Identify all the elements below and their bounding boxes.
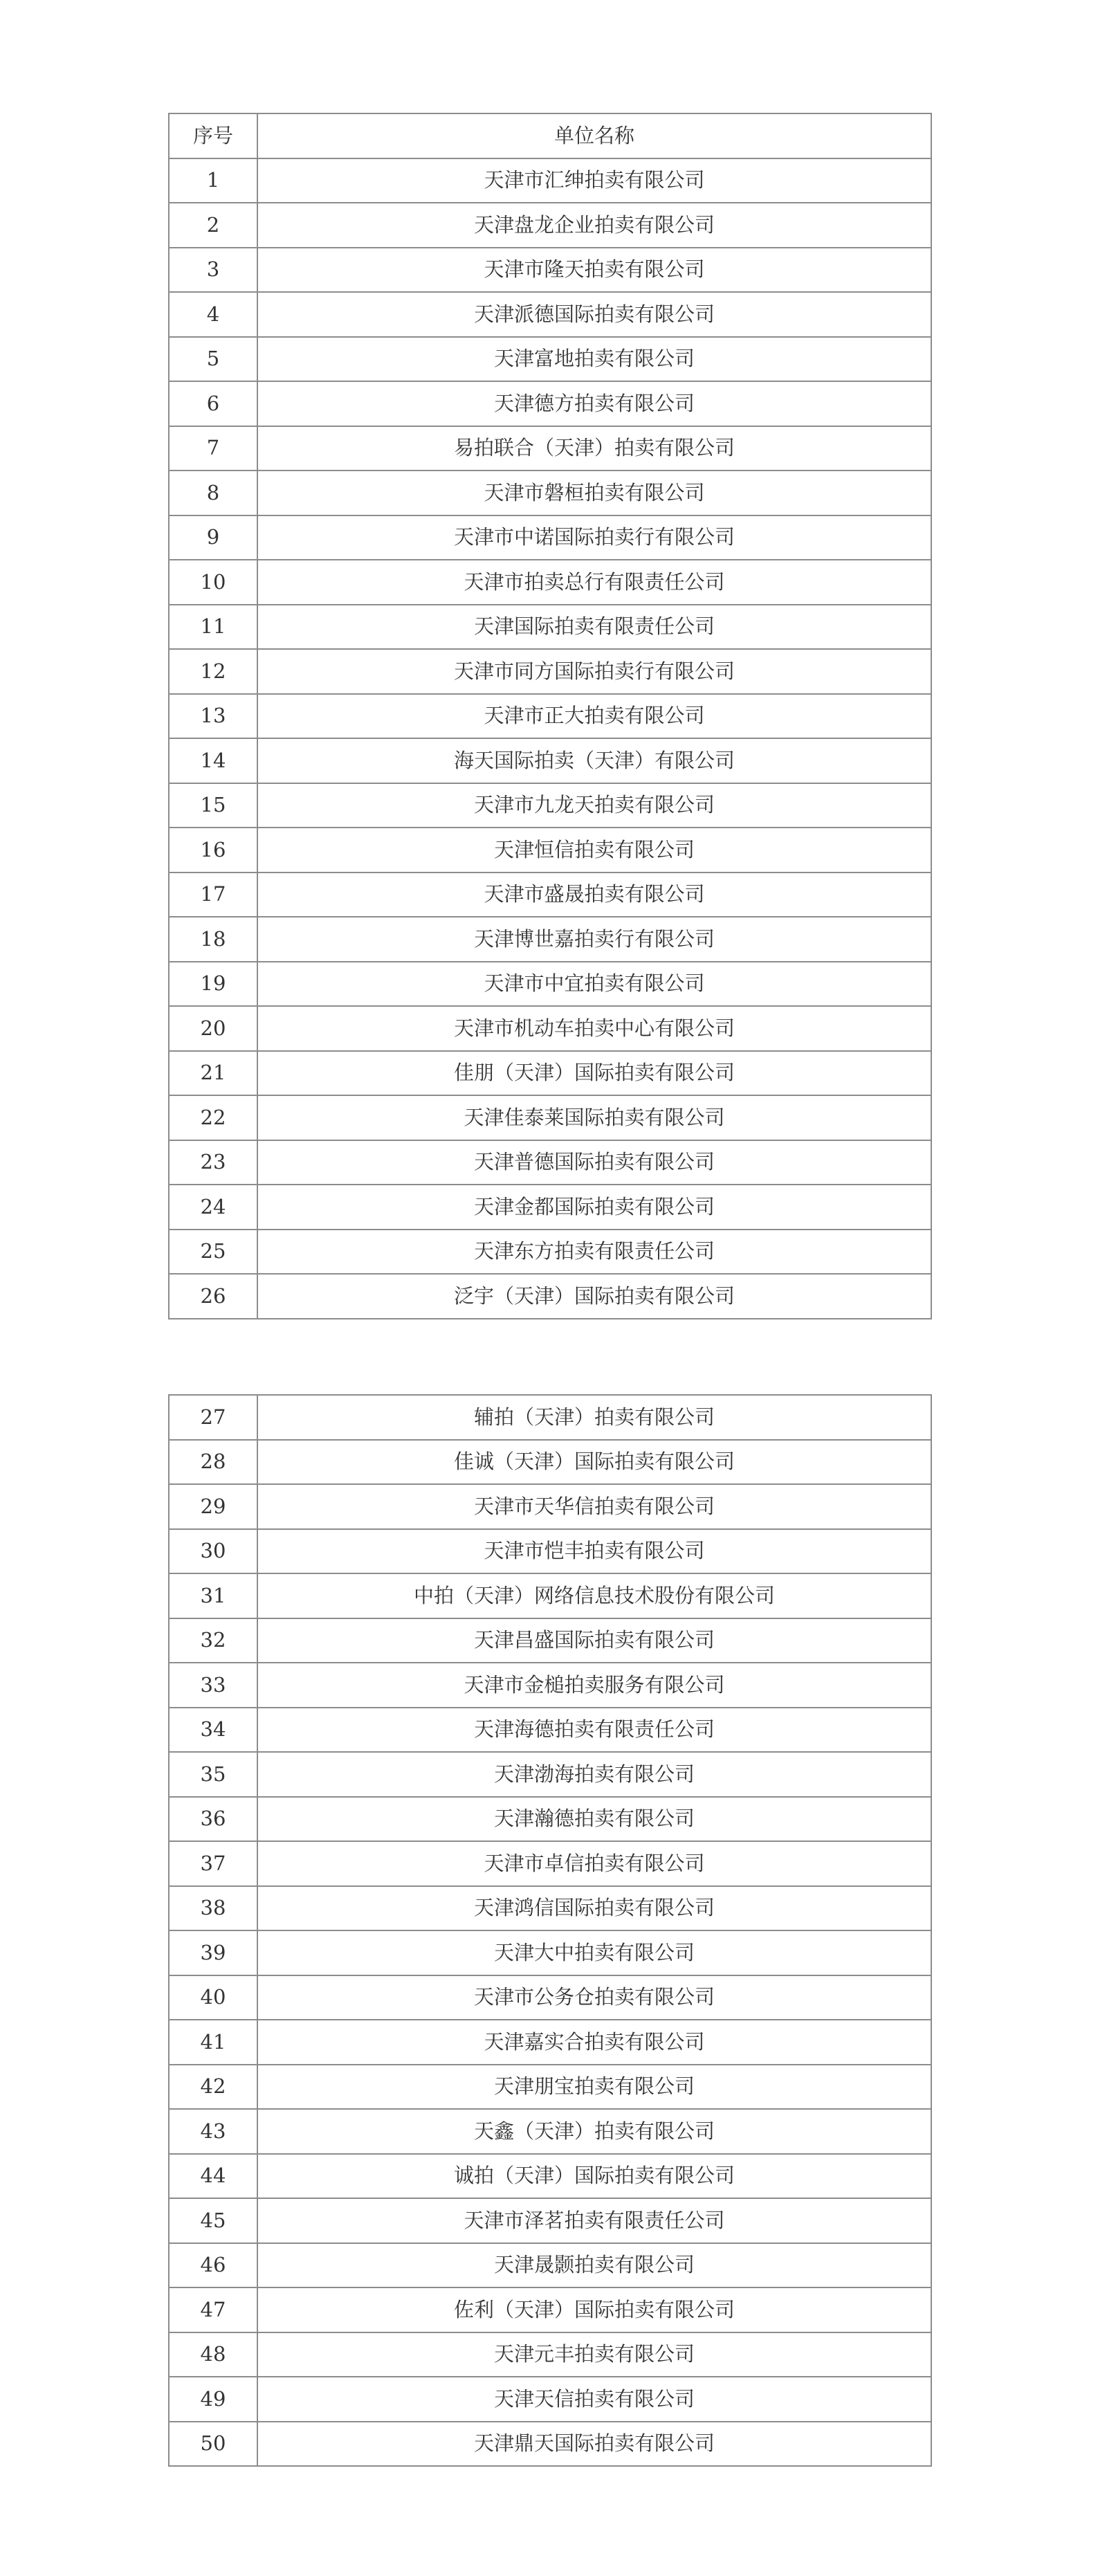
- row-index: 20: [169, 1006, 257, 1051]
- row-company-name: 天津市盛晟拍卖有限公司: [257, 873, 931, 917]
- row-index: 23: [169, 1140, 257, 1185]
- table-row: [169, 1797, 931, 1842]
- row-index: 40: [169, 1975, 257, 2020]
- row-company-name: 天津恒信拍卖有限公司: [257, 828, 931, 873]
- row-company-name: 佐利（天津）国际拍卖有限公司: [257, 2287, 931, 2332]
- row-company-name: 天津佳泰莱国际拍卖有限公司: [257, 1095, 931, 1140]
- row-index: 32: [169, 1618, 257, 1663]
- row-company-name: 天津市公务仓拍卖有限公司: [257, 1975, 931, 2020]
- row-index: 5: [169, 337, 257, 382]
- row-index: 42: [169, 2065, 257, 2110]
- auction-company-table-part-1: [168, 113, 932, 1319]
- row-company-name: 天津朋宝拍卖有限公司: [257, 2065, 931, 2110]
- row-index: 38: [169, 1886, 257, 1931]
- row-index: 15: [169, 783, 257, 828]
- table-row: [169, 1095, 931, 1140]
- table-row: [169, 694, 931, 739]
- row-index: 27: [169, 1395, 257, 1440]
- table-row: [169, 1230, 931, 1275]
- row-index: 14: [169, 738, 257, 783]
- row-index: 11: [169, 605, 257, 650]
- row-company-name: 辅拍（天津）拍卖有限公司: [257, 1395, 931, 1440]
- table-row: [169, 1930, 931, 1975]
- row-company-name: 中拍（天津）网络信息技术股份有限公司: [257, 1573, 931, 1618]
- header-company-name: 单位名称: [257, 113, 931, 158]
- table-row: [169, 1618, 931, 1663]
- row-company-name: 诚拍（天津）国际拍卖有限公司: [257, 2154, 931, 2199]
- row-index: 33: [169, 1663, 257, 1708]
- table-row: [169, 1886, 931, 1931]
- row-company-name: 天津晟颢拍卖有限公司: [257, 2243, 931, 2288]
- table-row: [169, 248, 931, 293]
- table-row: [169, 1573, 931, 1618]
- table-row: [169, 1140, 931, 1185]
- row-index: 7: [169, 426, 257, 471]
- table-row: [169, 560, 931, 605]
- row-company-name: 天津市中宜拍卖有限公司: [257, 962, 931, 1007]
- table-row: [169, 1484, 931, 1529]
- table-row: [169, 1975, 931, 2020]
- table-row: [169, 1752, 931, 1797]
- row-index: 25: [169, 1230, 257, 1275]
- table-row: [169, 2065, 931, 2110]
- table-row: [169, 2020, 931, 2065]
- row-company-name: 海天国际拍卖（天津）有限公司: [257, 738, 931, 783]
- row-company-name: 天津市中诺国际拍卖行有限公司: [257, 515, 931, 560]
- row-index: 16: [169, 828, 257, 873]
- table-row: [169, 1274, 931, 1319]
- table-row: [169, 1841, 931, 1886]
- row-index: 4: [169, 292, 257, 337]
- row-index: 9: [169, 515, 257, 560]
- row-index: 29: [169, 1484, 257, 1529]
- row-company-name: 天津富地拍卖有限公司: [257, 337, 931, 382]
- table-row: [169, 2198, 931, 2243]
- row-company-name: 佳诚（天津）国际拍卖有限公司: [257, 1440, 931, 1485]
- row-company-name: 天津市汇绅拍卖有限公司: [257, 158, 931, 203]
- table-row: [169, 1663, 931, 1708]
- row-company-name: 天津鼎天国际拍卖有限公司: [257, 2422, 931, 2467]
- table-row: [169, 873, 931, 917]
- table-row: [169, 2377, 931, 2422]
- table-row: [169, 2154, 931, 2199]
- auction-company-table-part-2: [168, 1394, 932, 2467]
- table-row: [169, 337, 931, 382]
- table-row: [169, 1006, 931, 1051]
- table-row: [169, 783, 931, 828]
- row-company-name: 易拍联合（天津）拍卖有限公司: [257, 426, 931, 471]
- row-index: 24: [169, 1185, 257, 1230]
- table-row: [169, 605, 931, 650]
- row-index: 47: [169, 2287, 257, 2332]
- row-index: 49: [169, 2377, 257, 2422]
- row-company-name: 天津市卓信拍卖有限公司: [257, 1841, 931, 1886]
- row-company-name: 天津博世嘉拍卖行有限公司: [257, 917, 931, 962]
- row-index: 36: [169, 1797, 257, 1842]
- row-index: 2: [169, 203, 257, 248]
- row-index: 45: [169, 2198, 257, 2243]
- row-company-name: 天津渤海拍卖有限公司: [257, 1752, 931, 1797]
- row-index: 8: [169, 471, 257, 515]
- row-index: 6: [169, 381, 257, 426]
- row-company-name: 天津国际拍卖有限责任公司: [257, 605, 931, 650]
- row-index: 41: [169, 2020, 257, 2065]
- table-row: [169, 292, 931, 337]
- header-index: 序号: [169, 113, 257, 158]
- table-row: [169, 2243, 931, 2288]
- row-company-name: 天津市机动车拍卖中心有限公司: [257, 1006, 931, 1051]
- table-row: [169, 917, 931, 962]
- table-row: [169, 2287, 931, 2332]
- row-index: 19: [169, 962, 257, 1007]
- row-index: 31: [169, 1573, 257, 1618]
- row-company-name: 天津市同方国际拍卖行有限公司: [257, 649, 931, 694]
- row-index: 28: [169, 1440, 257, 1485]
- row-company-name: 天津德方拍卖有限公司: [257, 381, 931, 426]
- table-row: [169, 2109, 931, 2154]
- row-index: 12: [169, 649, 257, 694]
- table-row: [169, 381, 931, 426]
- row-company-name: 天津市恺丰拍卖有限公司: [257, 1529, 931, 1574]
- row-company-name: 天津大中拍卖有限公司: [257, 1930, 931, 1975]
- row-index: 21: [169, 1051, 257, 1096]
- row-company-name: 天津市正大拍卖有限公司: [257, 694, 931, 739]
- row-company-name: 天津嘉实合拍卖有限公司: [257, 2020, 931, 2065]
- row-company-name: 天鑫（天津）拍卖有限公司: [257, 2109, 931, 2154]
- row-company-name: 天津瀚德拍卖有限公司: [257, 1797, 931, 1842]
- row-company-name: 天津海德拍卖有限责任公司: [257, 1708, 931, 1753]
- table-header-row: [169, 113, 931, 158]
- row-index: 30: [169, 1529, 257, 1574]
- row-index: 13: [169, 694, 257, 739]
- table-row: [169, 828, 931, 873]
- table-row: [169, 515, 931, 560]
- row-company-name: 泛宇（天津）国际拍卖有限公司: [257, 1274, 931, 1319]
- row-index: 46: [169, 2243, 257, 2288]
- row-index: 43: [169, 2109, 257, 2154]
- row-index: 26: [169, 1274, 257, 1319]
- table-row: [169, 649, 931, 694]
- row-company-name: 天津盘龙企业拍卖有限公司: [257, 203, 931, 248]
- table-row: [169, 738, 931, 783]
- table-row: [169, 1529, 931, 1574]
- table-row: [169, 1395, 931, 1440]
- row-index: 22: [169, 1095, 257, 1140]
- table-row: [169, 962, 931, 1007]
- row-index: 3: [169, 248, 257, 293]
- table-row: [169, 2332, 931, 2377]
- row-company-name: 天津天信拍卖有限公司: [257, 2377, 931, 2422]
- row-company-name: 佳朋（天津）国际拍卖有限公司: [257, 1051, 931, 1096]
- row-company-name: 天津金都国际拍卖有限公司: [257, 1185, 931, 1230]
- row-company-name: 天津昌盛国际拍卖有限公司: [257, 1618, 931, 1663]
- row-index: 1: [169, 158, 257, 203]
- table-row: [169, 471, 931, 515]
- row-index: 35: [169, 1752, 257, 1797]
- row-index: 44: [169, 2154, 257, 2199]
- table-row: [169, 203, 931, 248]
- row-company-name: 天津普德国际拍卖有限公司: [257, 1140, 931, 1185]
- table-row: [169, 1708, 931, 1753]
- row-index: 10: [169, 560, 257, 605]
- row-company-name: 天津市天华信拍卖有限公司: [257, 1484, 931, 1529]
- row-index: 17: [169, 873, 257, 917]
- row-company-name: 天津市金槌拍卖服务有限公司: [257, 1663, 931, 1708]
- table-row: [169, 1185, 931, 1230]
- row-company-name: 天津派德国际拍卖有限公司: [257, 292, 931, 337]
- table-row: [169, 426, 931, 471]
- row-company-name: 天津鸿信国际拍卖有限公司: [257, 1886, 931, 1931]
- row-index: 18: [169, 917, 257, 962]
- table-row: [169, 1051, 931, 1096]
- row-index: 48: [169, 2332, 257, 2377]
- table-row: [169, 2422, 931, 2467]
- row-index: 37: [169, 1841, 257, 1886]
- row-company-name: 天津东方拍卖有限责任公司: [257, 1230, 931, 1275]
- row-index: 50: [169, 2422, 257, 2467]
- row-company-name: 天津市磐桓拍卖有限公司: [257, 471, 931, 515]
- table-row: [169, 1440, 931, 1485]
- row-index: 34: [169, 1708, 257, 1753]
- row-company-name: 天津市隆天拍卖有限公司: [257, 248, 931, 293]
- row-company-name: 天津市拍卖总行有限责任公司: [257, 560, 931, 605]
- table-row: [169, 158, 931, 203]
- row-company-name: 天津市九龙天拍卖有限公司: [257, 783, 931, 828]
- row-index: 39: [169, 1930, 257, 1975]
- row-company-name: 天津元丰拍卖有限公司: [257, 2332, 931, 2377]
- row-company-name: 天津市泽茗拍卖有限责任公司: [257, 2198, 931, 2243]
